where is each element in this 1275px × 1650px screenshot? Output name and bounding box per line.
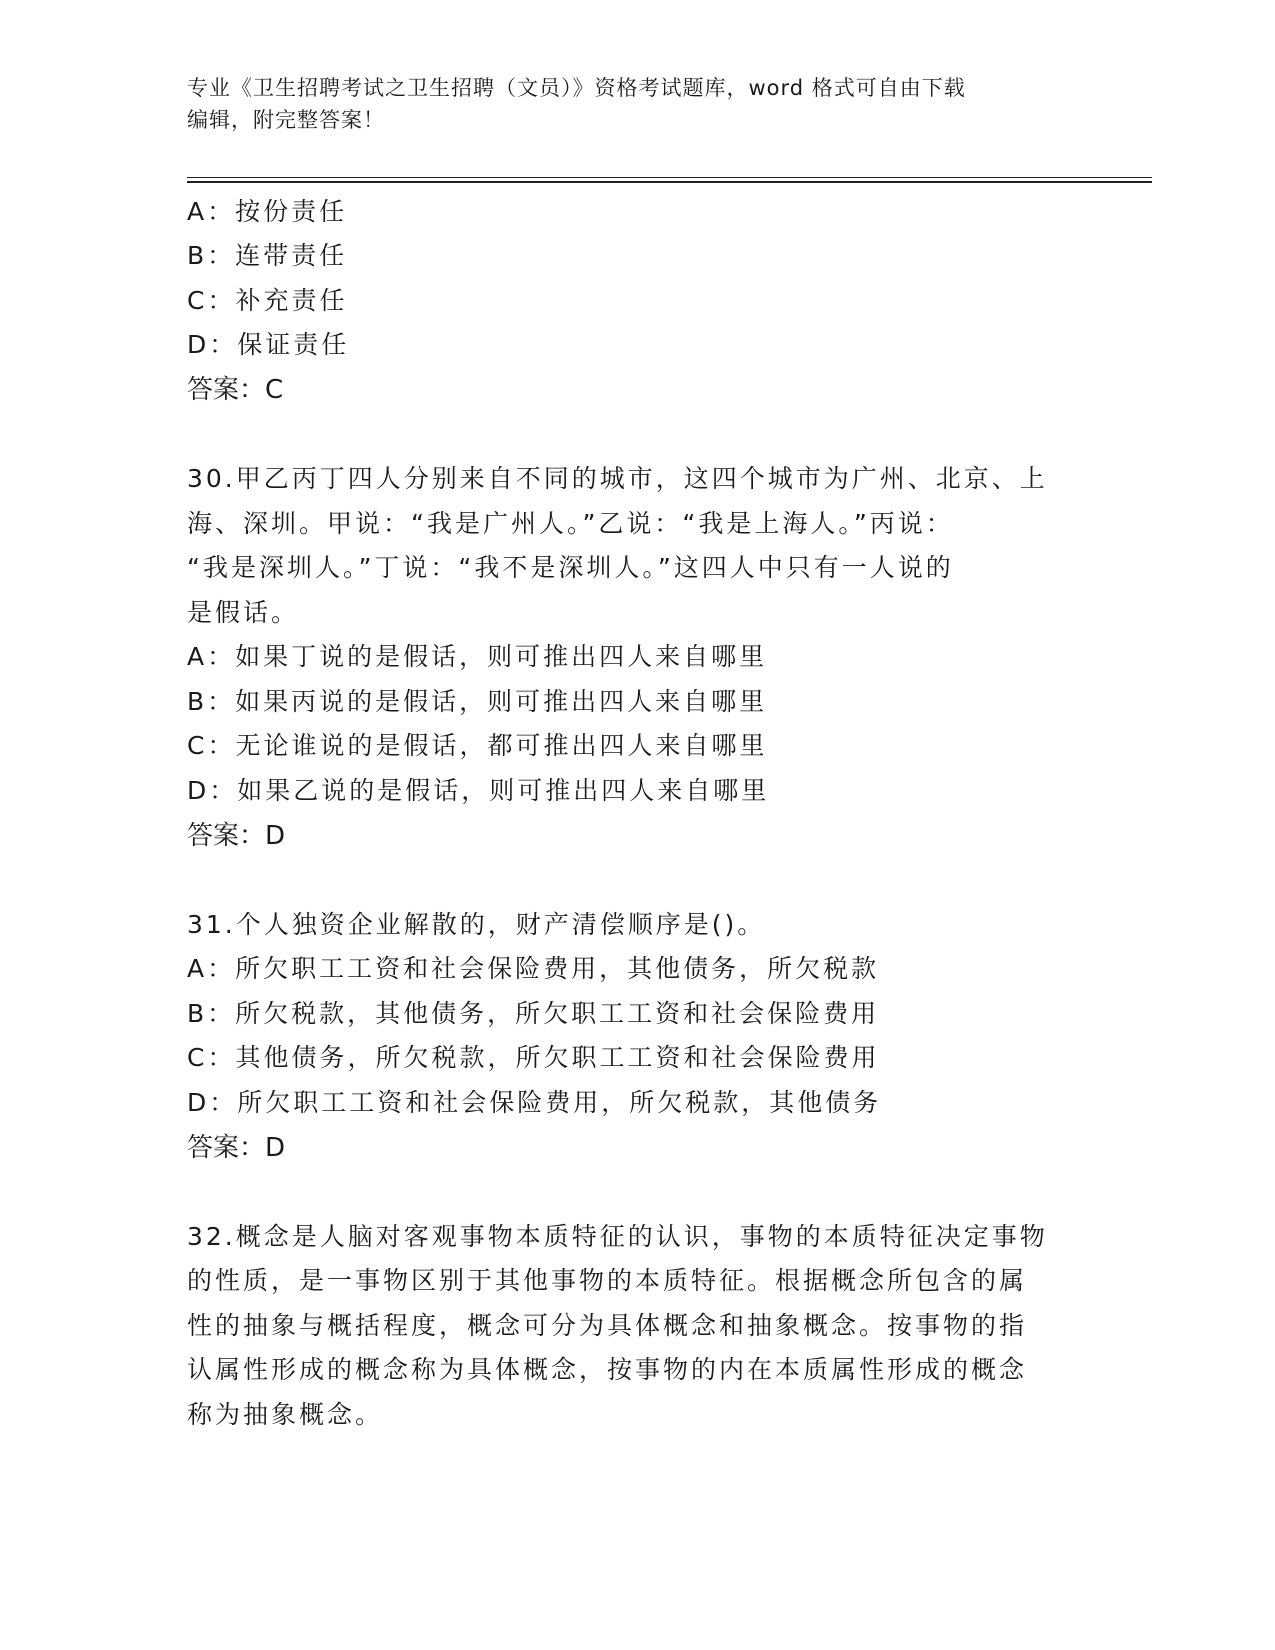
q32-stem-line-2: 的性质，是一事物区别于其他事物的本质特征。根据概念所包含的属 <box>187 1266 1028 1295</box>
header-divider-thick <box>187 181 1152 183</box>
q30-stem-line-4: 是假话。 <box>187 598 300 627</box>
q30-stem-line-2: 海、深圳。甲说：“我是广州人。”乙说：“我是上海人。”丙说： <box>187 509 954 538</box>
q30-option-b: B：如果丙说的是假话，则可推出四人来自哪里 <box>187 687 768 716</box>
q30-stem-line-3: “我是深圳人。”丁说：“我不是深圳人。”这四人中只有一人说的 <box>187 553 954 582</box>
header-divider-thin <box>187 177 1152 178</box>
q29-option-a: A：按份责任 <box>187 197 348 226</box>
q32-stem-line-3: 性的抽象与概括程度，概念可分为具体概念和抽象概念。按事物的指 <box>187 1311 1028 1340</box>
q30-option-a: A：如果丁说的是假话，则可推出四人来自哪里 <box>187 642 768 671</box>
q30-answer: 答案：D <box>187 821 286 851</box>
q30-option-d: D：如果乙说的是假话，则可推出四人来自哪里 <box>187 776 770 805</box>
q30-stem-line-1: 30.甲乙丙丁四人分别来自不同的城市，这四个城市为广州、北京、上 <box>187 464 1048 493</box>
q31-option-c: C：其他债务，所欠税款，所欠职工工资和社会保险费用 <box>187 1043 880 1072</box>
q30-option-c: C：无论谁说的是假话，都可推出四人来自哪里 <box>187 731 768 760</box>
q29-answer: 答案：C <box>187 375 284 405</box>
q32-stem-line-1: 32.概念是人脑对客观事物本质特征的认识，事物的本质特征决定事物 <box>187 1222 1048 1251</box>
q31-option-b: B：所欠税款，其他债务，所欠职工工资和社会保险费用 <box>187 999 880 1028</box>
q32-stem-line-4: 认属性形成的概念称为具体概念，按事物的内在本质属性形成的概念 <box>187 1355 1028 1384</box>
q29-option-c: C：补充责任 <box>187 286 348 315</box>
header-line-1: 专业《卫生招聘考试之卫生招聘（文员）》资格考试题库，word 格式可自由下载 <box>187 76 966 100</box>
q31-option-a: A：所欠职工工资和社会保险费用，其他债务，所欠税款 <box>187 954 880 983</box>
q31-option-d: D：所欠职工工资和社会保险费用，所欠税款，其他债务 <box>187 1088 882 1117</box>
q32-stem-line-5: 称为抽象概念。 <box>187 1400 384 1429</box>
header-line-2: 编辑，附完整答案！ <box>187 108 385 132</box>
q31-stem-line-1: 31.个人独资企业解散的，财产清偿顺序是()。 <box>187 910 766 939</box>
q31-answer: 答案：D <box>187 1133 286 1163</box>
document-header <box>187 72 1087 136</box>
q29-option-d: D：保证责任 <box>187 330 350 359</box>
q29-option-b: B：连带责任 <box>187 241 348 270</box>
